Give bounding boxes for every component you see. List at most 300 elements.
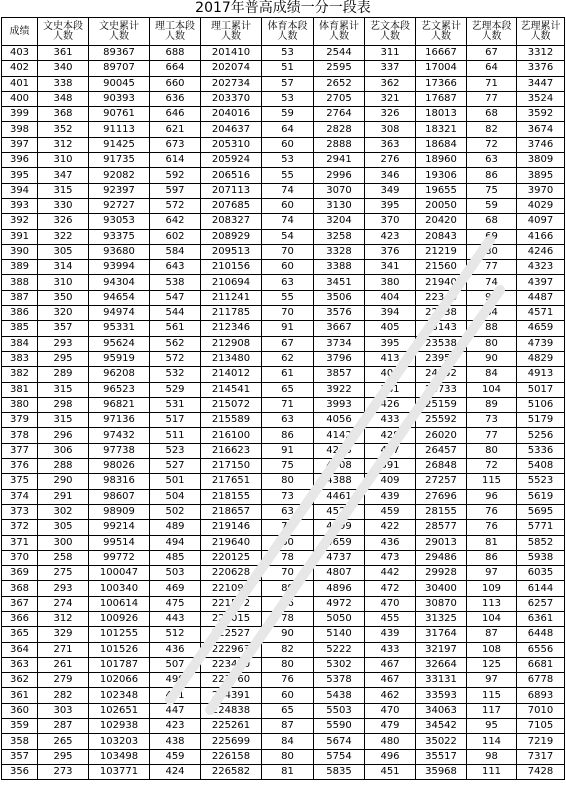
table-cell: 109 bbox=[467, 581, 517, 596]
table-cell: 485 bbox=[150, 550, 201, 565]
table-cell: 295 bbox=[38, 351, 89, 366]
table-cell: 375 bbox=[2, 474, 38, 489]
table-row bbox=[2, 719, 565, 734]
table-cell: 4829 bbox=[517, 351, 565, 366]
table-cell: 7317 bbox=[517, 749, 565, 764]
table-cell: 93053 bbox=[89, 214, 150, 229]
table-cell: 470 bbox=[365, 596, 416, 611]
table-cell: 572 bbox=[150, 198, 201, 213]
column-header bbox=[89, 18, 150, 46]
table-cell: 4571 bbox=[517, 306, 565, 321]
table-cell: 74 bbox=[262, 183, 314, 198]
table-cell: 3746 bbox=[517, 137, 565, 152]
table-cell: 5378 bbox=[314, 673, 365, 688]
table-cell: 212908 bbox=[201, 336, 262, 351]
column-header-line: 体育累计 bbox=[319, 20, 359, 32]
table-cell: 63 bbox=[262, 504, 314, 519]
table-cell: 25592 bbox=[416, 413, 467, 428]
table-cell: 311 bbox=[365, 46, 416, 61]
table-cell: 2652 bbox=[314, 76, 365, 91]
table-cell: 438 bbox=[150, 734, 201, 749]
table-cell: 55 bbox=[262, 168, 314, 183]
table-cell: 59 bbox=[262, 107, 314, 122]
table-cell: 71 bbox=[467, 76, 517, 91]
table-cell: 502 bbox=[150, 504, 201, 519]
table-cell: 90393 bbox=[89, 91, 150, 106]
table-cell: 98026 bbox=[89, 459, 150, 474]
table-cell: 117 bbox=[467, 703, 517, 718]
table-cell: 75 bbox=[467, 183, 517, 198]
table-cell: 305 bbox=[38, 244, 89, 259]
table-cell: 92397 bbox=[89, 183, 150, 198]
table-cell: 16667 bbox=[416, 46, 467, 61]
table-header-row bbox=[2, 18, 565, 46]
table-row bbox=[2, 76, 565, 91]
column-header bbox=[2, 18, 38, 46]
table-cell: 55 bbox=[262, 290, 314, 305]
table-cell: 5503 bbox=[314, 703, 365, 718]
table-cell: 202734 bbox=[201, 76, 262, 91]
table-cell: 3993 bbox=[314, 397, 365, 412]
table-cell: 208929 bbox=[201, 229, 262, 244]
table-cell: 340 bbox=[38, 61, 89, 76]
table-cell: 70 bbox=[262, 244, 314, 259]
table-cell: 103498 bbox=[89, 749, 150, 764]
table-cell: 64 bbox=[262, 122, 314, 137]
table-cell: 25159 bbox=[416, 397, 467, 412]
table-cell: 462 bbox=[365, 688, 416, 703]
table-cell: 90761 bbox=[89, 107, 150, 122]
table-cell: 96208 bbox=[89, 367, 150, 382]
table-cell: 310 bbox=[38, 153, 89, 168]
table-cell: 275 bbox=[38, 566, 89, 581]
table-cell: 208327 bbox=[201, 214, 262, 229]
table-cell: 409 bbox=[365, 474, 416, 489]
table-cell: 29013 bbox=[416, 535, 467, 550]
table-cell: 547 bbox=[150, 290, 201, 305]
table-cell: 5523 bbox=[517, 474, 565, 489]
table-cell: 4659 bbox=[517, 321, 565, 336]
table-cell: 125 bbox=[467, 657, 517, 672]
table-cell: 362 bbox=[365, 76, 416, 91]
table-cell: 357 bbox=[2, 749, 38, 764]
table-cell: 80 bbox=[262, 749, 314, 764]
table-cell: 94304 bbox=[89, 275, 150, 290]
table-cell: 310 bbox=[38, 275, 89, 290]
table-cell: 212346 bbox=[201, 321, 262, 336]
table-cell: 391 bbox=[2, 229, 38, 244]
table-cell: 426 bbox=[365, 397, 416, 412]
table-row bbox=[2, 749, 565, 764]
table-cell: 4807 bbox=[314, 566, 365, 581]
column-header-line: 人数 bbox=[277, 30, 298, 42]
table-cell: 34542 bbox=[416, 719, 467, 734]
table-cell: 261 bbox=[38, 657, 89, 672]
table-cell: 53 bbox=[262, 153, 314, 168]
table-cell: 329 bbox=[38, 627, 89, 642]
table-row bbox=[2, 611, 565, 626]
table-cell: 29486 bbox=[416, 550, 467, 565]
table-cell: 4233 bbox=[314, 443, 365, 458]
table-cell: 223470 bbox=[201, 657, 262, 672]
table-cell: 3857 bbox=[314, 367, 365, 382]
table-cell: 381 bbox=[365, 382, 416, 397]
table-cell: 214012 bbox=[201, 367, 262, 382]
table-cell: 379 bbox=[2, 413, 38, 428]
table-cell: 96821 bbox=[89, 397, 150, 412]
table-cell: 472 bbox=[365, 581, 416, 596]
table-cell: 6144 bbox=[517, 581, 565, 596]
column-header-line: 文史本段 bbox=[43, 20, 83, 32]
table-cell: 291 bbox=[38, 489, 89, 504]
table-row bbox=[2, 46, 565, 61]
table-cell: 512 bbox=[150, 627, 201, 642]
table-cell: 3970 bbox=[517, 183, 565, 198]
table-cell: 401 bbox=[2, 76, 38, 91]
table-cell: 6448 bbox=[517, 627, 565, 642]
table-cell: 220628 bbox=[201, 566, 262, 581]
column-header-line: 人数 bbox=[380, 30, 400, 42]
table-cell: 350 bbox=[38, 290, 89, 305]
column-header bbox=[150, 18, 201, 46]
table-cell: 436 bbox=[150, 642, 201, 657]
table-cell: 226582 bbox=[201, 764, 262, 779]
table-cell: 298 bbox=[38, 397, 89, 412]
table-cell: 5835 bbox=[314, 764, 365, 779]
table-cell: 360 bbox=[2, 703, 38, 718]
table-cell: 636 bbox=[150, 91, 201, 106]
table-cell: 3592 bbox=[517, 107, 565, 122]
table-cell: 2941 bbox=[314, 153, 365, 168]
table-cell: 53 bbox=[262, 46, 314, 61]
table-cell: 23143 bbox=[416, 321, 467, 336]
table-cell: 296 bbox=[38, 428, 89, 443]
table-cell: 81 bbox=[262, 764, 314, 779]
table-cell: 32664 bbox=[416, 657, 467, 672]
table-cell: 77 bbox=[467, 260, 517, 275]
table-cell: 101787 bbox=[89, 657, 150, 672]
table-cell: 447 bbox=[150, 703, 201, 718]
column-header-line: 艺理累计 bbox=[520, 20, 561, 32]
table-cell: 338 bbox=[38, 76, 89, 91]
column-header-line: 艺文累计 bbox=[421, 20, 461, 32]
table-cell: 91 bbox=[262, 443, 314, 458]
table-cell: 5017 bbox=[517, 382, 565, 397]
table-cell: 32197 bbox=[416, 642, 467, 657]
table-cell: 74 bbox=[467, 275, 517, 290]
table-row bbox=[2, 428, 565, 443]
table-cell: 361 bbox=[38, 46, 89, 61]
table-row bbox=[2, 627, 565, 642]
table-cell: 102348 bbox=[89, 688, 150, 703]
table-cell: 436 bbox=[365, 535, 416, 550]
table-cell: 103771 bbox=[89, 764, 150, 779]
table-cell: 27696 bbox=[416, 489, 467, 504]
table-cell: 111 bbox=[467, 764, 517, 779]
table-cell: 517 bbox=[150, 413, 201, 428]
table-cell: 312 bbox=[38, 137, 89, 152]
table-cell: 6778 bbox=[517, 673, 565, 688]
table-cell: 439 bbox=[365, 489, 416, 504]
table-cell: 4029 bbox=[517, 198, 565, 213]
table-row bbox=[2, 122, 565, 137]
table-cell: 222015 bbox=[201, 611, 262, 626]
table-cell: 70 bbox=[262, 306, 314, 321]
table-cell: 347 bbox=[38, 168, 89, 183]
table-cell: 359 bbox=[2, 719, 38, 734]
table-cell: 532 bbox=[150, 367, 201, 382]
table-cell: 391 bbox=[365, 459, 416, 474]
table-cell: 218155 bbox=[201, 489, 262, 504]
table-cell: 219640 bbox=[201, 535, 262, 550]
table-cell: 35022 bbox=[416, 734, 467, 749]
table-cell: 95624 bbox=[89, 336, 150, 351]
table-row bbox=[2, 275, 565, 290]
table-cell: 3524 bbox=[517, 91, 565, 106]
table-cell: 400 bbox=[2, 91, 38, 106]
table-cell: 382 bbox=[2, 367, 38, 382]
table-cell: 2544 bbox=[314, 46, 365, 61]
column-header-line: 人数 bbox=[329, 30, 349, 42]
table-cell: 529 bbox=[150, 382, 201, 397]
table-cell: 265 bbox=[38, 734, 89, 749]
table-cell: 489 bbox=[150, 520, 201, 535]
table-cell: 101526 bbox=[89, 642, 150, 657]
table-cell: 89 bbox=[262, 581, 314, 596]
table-cell: 584 bbox=[150, 244, 201, 259]
table-cell: 102651 bbox=[89, 703, 150, 718]
table-cell: 96 bbox=[467, 489, 517, 504]
table-cell: 5302 bbox=[314, 657, 365, 672]
table-row bbox=[2, 443, 565, 458]
table-cell: 5754 bbox=[314, 749, 365, 764]
table-cell: 74 bbox=[262, 214, 314, 229]
table-cell: 459 bbox=[150, 749, 201, 764]
table-cell: 33131 bbox=[416, 673, 467, 688]
table-row bbox=[2, 321, 565, 336]
table-cell: 19655 bbox=[416, 183, 467, 198]
table-cell: 226158 bbox=[201, 749, 262, 764]
table-cell: 20843 bbox=[416, 229, 467, 244]
table-cell: 470 bbox=[365, 703, 416, 718]
table-cell: 394 bbox=[365, 306, 416, 321]
table-cell: 90 bbox=[262, 627, 314, 642]
table-cell: 207113 bbox=[201, 183, 262, 198]
table-cell: 67 bbox=[262, 336, 314, 351]
table-cell: 92727 bbox=[89, 198, 150, 213]
table-cell: 78 bbox=[262, 550, 314, 565]
table-cell: 371 bbox=[2, 535, 38, 550]
table-cell: 3576 bbox=[314, 306, 365, 321]
table-cell: 385 bbox=[2, 321, 38, 336]
table-cell: 5336 bbox=[517, 443, 565, 458]
table-cell: 5674 bbox=[314, 734, 365, 749]
table-cell: 467 bbox=[365, 673, 416, 688]
table-cell: 33593 bbox=[416, 688, 467, 703]
table-cell: 5938 bbox=[517, 550, 565, 565]
table-cell: 224838 bbox=[201, 703, 262, 718]
table-cell: 527 bbox=[150, 459, 201, 474]
table-cell: 22344 bbox=[416, 290, 467, 305]
table-cell: 3506 bbox=[314, 290, 365, 305]
table-cell: 207685 bbox=[201, 198, 262, 213]
table-row bbox=[2, 153, 565, 168]
table-cell: 63 bbox=[262, 413, 314, 428]
table-cell: 362 bbox=[2, 673, 38, 688]
table-cell: 380 bbox=[2, 397, 38, 412]
table-cell: 501 bbox=[150, 474, 201, 489]
table-cell: 81 bbox=[467, 535, 517, 550]
table-cell: 90 bbox=[467, 290, 517, 305]
table-cell: 572 bbox=[150, 351, 201, 366]
table-cell: 218657 bbox=[201, 504, 262, 519]
table-cell: 4166 bbox=[517, 229, 565, 244]
table-cell: 480 bbox=[365, 734, 416, 749]
table-cell: 29928 bbox=[416, 566, 467, 581]
table-cell: 357 bbox=[38, 321, 89, 336]
table-row bbox=[2, 214, 565, 229]
table-cell: 479 bbox=[365, 719, 416, 734]
table-cell: 101255 bbox=[89, 627, 150, 642]
table-cell: 305 bbox=[38, 520, 89, 535]
table-cell: 72 bbox=[467, 459, 517, 474]
table-cell: 80 bbox=[467, 443, 517, 458]
table-cell: 220125 bbox=[201, 550, 262, 565]
column-header-line: 理工本段 bbox=[155, 20, 195, 32]
table-cell: 673 bbox=[150, 137, 201, 152]
table-cell: 95331 bbox=[89, 321, 150, 336]
table-cell: 5256 bbox=[517, 428, 565, 443]
table-cell: 91113 bbox=[89, 122, 150, 137]
table-cell: 26848 bbox=[416, 459, 467, 474]
table-cell: 76 bbox=[262, 596, 314, 611]
table-cell: 399 bbox=[2, 107, 38, 122]
table-row bbox=[2, 351, 565, 366]
table-cell: 642 bbox=[150, 214, 201, 229]
table-cell: 96523 bbox=[89, 382, 150, 397]
table-row bbox=[2, 566, 565, 581]
table-cell: 4913 bbox=[517, 367, 565, 382]
table-cell: 215589 bbox=[201, 413, 262, 428]
table-cell: 428 bbox=[365, 428, 416, 443]
table-cell: 314 bbox=[38, 260, 89, 275]
table-cell: 4142 bbox=[314, 428, 365, 443]
table-cell: 366 bbox=[2, 611, 38, 626]
table-cell: 217150 bbox=[201, 459, 262, 474]
column-header-line: 人数 bbox=[481, 30, 502, 42]
table-cell: 86 bbox=[262, 428, 314, 443]
table-cell: 592 bbox=[150, 168, 201, 183]
table-cell: 205310 bbox=[201, 137, 262, 152]
table-cell: 349 bbox=[365, 183, 416, 198]
table-cell: 3388 bbox=[314, 260, 365, 275]
table-cell: 531 bbox=[150, 397, 201, 412]
table-cell: 62 bbox=[262, 351, 314, 366]
table-row bbox=[2, 673, 565, 688]
table-cell: 18960 bbox=[416, 153, 467, 168]
table-cell: 4739 bbox=[517, 336, 565, 351]
column-header-line: 艺文本段 bbox=[370, 20, 410, 32]
table-cell: 396 bbox=[2, 153, 38, 168]
table-cell: 282 bbox=[38, 688, 89, 703]
table-cell: 75 bbox=[262, 520, 314, 535]
table-cell: 3667 bbox=[314, 321, 365, 336]
table-cell: 643 bbox=[150, 260, 201, 275]
table-cell: 7428 bbox=[517, 764, 565, 779]
table-cell: 279 bbox=[38, 673, 89, 688]
table-cell: 422 bbox=[365, 520, 416, 535]
table-cell: 363 bbox=[365, 137, 416, 152]
table-cell: 3674 bbox=[517, 122, 565, 137]
table-cell: 115 bbox=[467, 474, 517, 489]
table-cell: 6035 bbox=[517, 566, 565, 581]
table-cell: 26457 bbox=[416, 443, 467, 458]
table-cell: 76 bbox=[467, 520, 517, 535]
table-cell: 6361 bbox=[517, 611, 565, 626]
table-cell: 84 bbox=[467, 306, 517, 321]
table-cell: 216623 bbox=[201, 443, 262, 458]
table-cell: 104 bbox=[467, 611, 517, 626]
table-cell: 91 bbox=[262, 321, 314, 336]
table-cell: 475 bbox=[150, 596, 201, 611]
table-cell: 364 bbox=[2, 642, 38, 657]
table-cell: 381 bbox=[2, 382, 38, 397]
table-cell: 88 bbox=[467, 321, 517, 336]
table-cell: 20050 bbox=[416, 198, 467, 213]
table-row bbox=[2, 382, 565, 397]
table-cell: 401 bbox=[365, 367, 416, 382]
table-cell: 221097 bbox=[201, 581, 262, 596]
table-cell: 69 bbox=[467, 229, 517, 244]
table-cell: 5852 bbox=[517, 535, 565, 550]
table-cell: 562 bbox=[150, 336, 201, 351]
table-cell: 300 bbox=[38, 535, 89, 550]
table-cell: 202074 bbox=[201, 61, 262, 76]
table-cell: 225261 bbox=[201, 719, 262, 734]
table-cell: 303 bbox=[38, 703, 89, 718]
table-cell: 544 bbox=[150, 306, 201, 321]
table-cell: 473 bbox=[365, 550, 416, 565]
column-header bbox=[314, 18, 365, 46]
table-cell: 394 bbox=[2, 183, 38, 198]
table-cell: 225699 bbox=[201, 734, 262, 749]
table-cell: 376 bbox=[365, 244, 416, 259]
table-cell: 98316 bbox=[89, 474, 150, 489]
table-cell: 4896 bbox=[314, 581, 365, 596]
table-cell: 3447 bbox=[517, 76, 565, 91]
table-cell: 23951 bbox=[416, 351, 467, 366]
table-cell: 346 bbox=[365, 168, 416, 183]
table-cell: 3451 bbox=[314, 275, 365, 290]
table-cell: 97432 bbox=[89, 428, 150, 443]
table-row bbox=[2, 459, 565, 474]
table-cell: 373 bbox=[2, 504, 38, 519]
table-cell: 5050 bbox=[314, 611, 365, 626]
table-cell: 17366 bbox=[416, 76, 467, 91]
table-cell: 65 bbox=[262, 382, 314, 397]
table-cell: 97 bbox=[467, 566, 517, 581]
table-cell: 82 bbox=[467, 122, 517, 137]
table-cell: 4246 bbox=[517, 244, 565, 259]
table-cell: 358 bbox=[2, 734, 38, 749]
table-cell: 395 bbox=[365, 336, 416, 351]
table-cell: 108 bbox=[467, 642, 517, 657]
table-cell: 356 bbox=[2, 764, 38, 779]
table-cell: 94974 bbox=[89, 306, 150, 321]
table-row bbox=[2, 137, 565, 152]
table-cell: 30870 bbox=[416, 596, 467, 611]
table-cell: 97136 bbox=[89, 413, 150, 428]
